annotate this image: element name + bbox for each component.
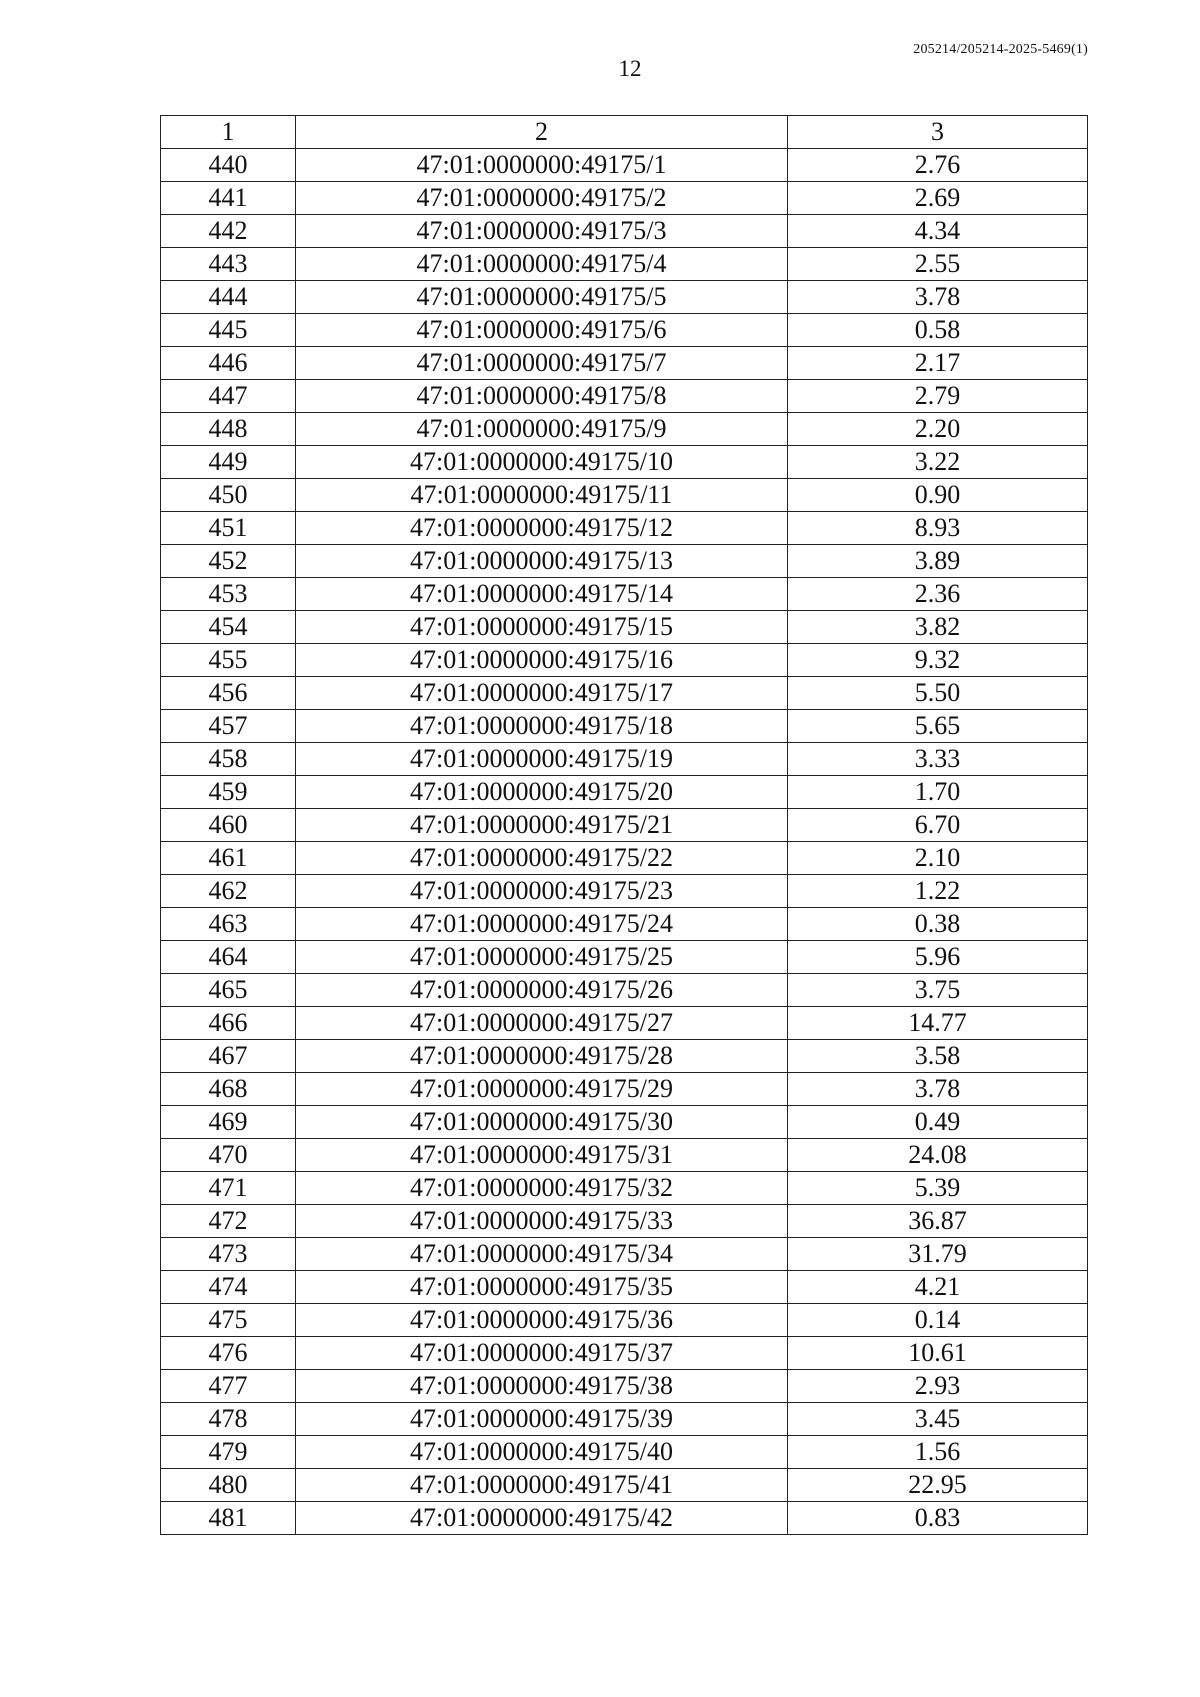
table-row xyxy=(161,479,1088,512)
table-row xyxy=(161,215,1088,248)
cadastral-number-cell: 47:01:0000000:49175/35 xyxy=(296,1271,788,1304)
value-cell: 3.22 xyxy=(788,446,1088,479)
value-cell: 3.78 xyxy=(788,281,1088,314)
cadastral-number-cell: 47:01:0000000:49175/38 xyxy=(296,1370,788,1403)
row-number-cell: 460 xyxy=(161,809,296,842)
column-header-2: 2 xyxy=(296,116,788,149)
table-row xyxy=(161,413,1088,446)
row-number-cell: 465 xyxy=(161,974,296,1007)
cadastral-number-cell: 47:01:0000000:49175/1 xyxy=(296,149,788,182)
cadastral-number-cell: 47:01:0000000:49175/20 xyxy=(296,776,788,809)
table-row xyxy=(161,314,1088,347)
row-number-cell: 448 xyxy=(161,413,296,446)
value-cell: 0.38 xyxy=(788,908,1088,941)
cadastral-number-cell: 47:01:0000000:49175/13 xyxy=(296,545,788,578)
cadastral-number-cell: 47:01:0000000:49175/39 xyxy=(296,1403,788,1436)
table-row xyxy=(161,1337,1088,1370)
cadastral-number-cell: 47:01:0000000:49175/26 xyxy=(296,974,788,1007)
value-cell: 31.79 xyxy=(788,1238,1088,1271)
cadastral-number-cell: 47:01:0000000:49175/18 xyxy=(296,710,788,743)
value-cell: 2.17 xyxy=(788,347,1088,380)
cadastral-number-cell: 47:01:0000000:49175/19 xyxy=(296,743,788,776)
value-cell: 3.75 xyxy=(788,974,1088,1007)
row-number-cell: 473 xyxy=(161,1238,296,1271)
row-number-cell: 479 xyxy=(161,1436,296,1469)
row-number-cell: 477 xyxy=(161,1370,296,1403)
table-row xyxy=(161,512,1088,545)
row-number-cell: 480 xyxy=(161,1469,296,1502)
table-row xyxy=(161,974,1088,1007)
value-cell: 4.34 xyxy=(788,215,1088,248)
value-cell: 5.50 xyxy=(788,677,1088,710)
table-row xyxy=(161,743,1088,776)
cadastral-number-cell: 47:01:0000000:49175/37 xyxy=(296,1337,788,1370)
cadastral-number-cell: 47:01:0000000:49175/7 xyxy=(296,347,788,380)
table-header-row xyxy=(161,116,1088,149)
table-row xyxy=(161,908,1088,941)
table-row xyxy=(161,1139,1088,1172)
table-row xyxy=(161,1007,1088,1040)
value-cell: 0.49 xyxy=(788,1106,1088,1139)
row-number-cell: 478 xyxy=(161,1403,296,1436)
row-number-cell: 456 xyxy=(161,677,296,710)
row-number-cell: 471 xyxy=(161,1172,296,1205)
table-row xyxy=(161,347,1088,380)
table-row xyxy=(161,1403,1088,1436)
cadastral-number-cell: 47:01:0000000:49175/28 xyxy=(296,1040,788,1073)
value-cell: 3.82 xyxy=(788,611,1088,644)
row-number-cell: 468 xyxy=(161,1073,296,1106)
value-cell: 2.36 xyxy=(788,578,1088,611)
cadastral-number-cell: 47:01:0000000:49175/41 xyxy=(296,1469,788,1502)
cadastral-number-cell: 47:01:0000000:49175/9 xyxy=(296,413,788,446)
row-number-cell: 447 xyxy=(161,380,296,413)
cadastral-number-cell: 47:01:0000000:49175/25 xyxy=(296,941,788,974)
value-cell: 2.69 xyxy=(788,182,1088,215)
table-row xyxy=(161,809,1088,842)
parcel-table xyxy=(160,115,1088,1535)
row-number-cell: 442 xyxy=(161,215,296,248)
value-cell: 14.77 xyxy=(788,1007,1088,1040)
cadastral-number-cell: 47:01:0000000:49175/14 xyxy=(296,578,788,611)
cadastral-number-cell: 47:01:0000000:49175/30 xyxy=(296,1106,788,1139)
cadastral-number-cell: 47:01:0000000:49175/23 xyxy=(296,875,788,908)
row-number-cell: 463 xyxy=(161,908,296,941)
row-number-cell: 453 xyxy=(161,578,296,611)
table-row xyxy=(161,545,1088,578)
row-number-cell: 440 xyxy=(161,149,296,182)
table-row xyxy=(161,941,1088,974)
table-row xyxy=(161,1073,1088,1106)
row-number-cell: 443 xyxy=(161,248,296,281)
value-cell: 24.08 xyxy=(788,1139,1088,1172)
cadastral-number-cell: 47:01:0000000:49175/10 xyxy=(296,446,788,479)
cadastral-number-cell: 47:01:0000000:49175/11 xyxy=(296,479,788,512)
cadastral-number-cell: 47:01:0000000:49175/32 xyxy=(296,1172,788,1205)
value-cell: 3.45 xyxy=(788,1403,1088,1436)
row-number-cell: 444 xyxy=(161,281,296,314)
value-cell: 2.93 xyxy=(788,1370,1088,1403)
cadastral-number-cell: 47:01:0000000:49175/5 xyxy=(296,281,788,314)
row-number-cell: 476 xyxy=(161,1337,296,1370)
value-cell: 2.55 xyxy=(788,248,1088,281)
value-cell: 2.10 xyxy=(788,842,1088,875)
value-cell: 0.83 xyxy=(788,1502,1088,1535)
table-row xyxy=(161,842,1088,875)
row-number-cell: 462 xyxy=(161,875,296,908)
row-number-cell: 454 xyxy=(161,611,296,644)
row-number-cell: 469 xyxy=(161,1106,296,1139)
table-row xyxy=(161,380,1088,413)
value-cell: 2.79 xyxy=(788,380,1088,413)
row-number-cell: 461 xyxy=(161,842,296,875)
document-reference: 205214/205214-2025-5469(1) xyxy=(913,42,1088,57)
value-cell: 3.78 xyxy=(788,1073,1088,1106)
value-cell: 5.96 xyxy=(788,941,1088,974)
cadastral-number-cell: 47:01:0000000:49175/12 xyxy=(296,512,788,545)
cadastral-number-cell: 47:01:0000000:49175/40 xyxy=(296,1436,788,1469)
row-number-cell: 457 xyxy=(161,710,296,743)
table-row xyxy=(161,446,1088,479)
table-row xyxy=(161,776,1088,809)
value-cell: 0.90 xyxy=(788,479,1088,512)
value-cell: 6.70 xyxy=(788,809,1088,842)
value-cell: 22.95 xyxy=(788,1469,1088,1502)
value-cell: 9.32 xyxy=(788,644,1088,677)
cadastral-number-cell: 47:01:0000000:49175/36 xyxy=(296,1304,788,1337)
row-number-cell: 474 xyxy=(161,1271,296,1304)
value-cell: 3.33 xyxy=(788,743,1088,776)
table-row xyxy=(161,1469,1088,1502)
row-number-cell: 467 xyxy=(161,1040,296,1073)
table-row xyxy=(161,1205,1088,1238)
value-cell: 1.70 xyxy=(788,776,1088,809)
row-number-cell: 455 xyxy=(161,644,296,677)
cadastral-number-cell: 47:01:0000000:49175/8 xyxy=(296,380,788,413)
row-number-cell: 446 xyxy=(161,347,296,380)
row-number-cell: 441 xyxy=(161,182,296,215)
row-number-cell: 451 xyxy=(161,512,296,545)
row-number-cell: 472 xyxy=(161,1205,296,1238)
row-number-cell: 464 xyxy=(161,941,296,974)
value-cell: 1.22 xyxy=(788,875,1088,908)
row-number-cell: 458 xyxy=(161,743,296,776)
cadastral-number-cell: 47:01:0000000:49175/24 xyxy=(296,908,788,941)
value-cell: 2.20 xyxy=(788,413,1088,446)
row-number-cell: 450 xyxy=(161,479,296,512)
table-row xyxy=(161,149,1088,182)
value-cell: 4.21 xyxy=(788,1271,1088,1304)
cadastral-number-cell: 47:01:0000000:49175/16 xyxy=(296,644,788,677)
table-row xyxy=(161,710,1088,743)
cadastral-number-cell: 47:01:0000000:49175/2 xyxy=(296,182,788,215)
table-row xyxy=(161,182,1088,215)
table-row xyxy=(161,1238,1088,1271)
value-cell: 1.56 xyxy=(788,1436,1088,1469)
cadastral-number-cell: 47:01:0000000:49175/6 xyxy=(296,314,788,347)
value-cell: 2.76 xyxy=(788,149,1088,182)
row-number-cell: 470 xyxy=(161,1139,296,1172)
cadastral-number-cell: 47:01:0000000:49175/34 xyxy=(296,1238,788,1271)
cadastral-number-cell: 47:01:0000000:49175/42 xyxy=(296,1502,788,1535)
table-header xyxy=(161,116,1088,149)
table-row xyxy=(161,875,1088,908)
cadastral-number-cell: 47:01:0000000:49175/22 xyxy=(296,842,788,875)
value-cell: 10.61 xyxy=(788,1337,1088,1370)
table-row xyxy=(161,1502,1088,1535)
table-row xyxy=(161,677,1088,710)
table-row xyxy=(161,611,1088,644)
page-number: 12 xyxy=(618,56,642,81)
cadastral-number-cell: 47:01:0000000:49175/3 xyxy=(296,215,788,248)
cadastral-number-cell: 47:01:0000000:49175/29 xyxy=(296,1073,788,1106)
column-header-3: 3 xyxy=(788,116,1088,149)
value-cell: 0.58 xyxy=(788,314,1088,347)
table-row xyxy=(161,1370,1088,1403)
cadastral-number-cell: 47:01:0000000:49175/27 xyxy=(296,1007,788,1040)
row-number-cell: 452 xyxy=(161,545,296,578)
table-row xyxy=(161,1271,1088,1304)
value-cell: 3.58 xyxy=(788,1040,1088,1073)
table-row xyxy=(161,644,1088,677)
cadastral-number-cell: 47:01:0000000:49175/31 xyxy=(296,1139,788,1172)
column-header-1: 1 xyxy=(161,116,296,149)
value-cell: 3.89 xyxy=(788,545,1088,578)
table-row xyxy=(161,1436,1088,1469)
value-cell: 36.87 xyxy=(788,1205,1088,1238)
table-row xyxy=(161,248,1088,281)
table-row xyxy=(161,1040,1088,1073)
table-row xyxy=(161,1106,1088,1139)
value-cell: 8.93 xyxy=(788,512,1088,545)
value-cell: 5.39 xyxy=(788,1172,1088,1205)
cadastral-number-cell: 47:01:0000000:49175/17 xyxy=(296,677,788,710)
cadastral-number-cell: 47:01:0000000:49175/15 xyxy=(296,611,788,644)
cadastral-number-cell: 47:01:0000000:49175/4 xyxy=(296,248,788,281)
cadastral-number-cell: 47:01:0000000:49175/21 xyxy=(296,809,788,842)
cadastral-number-cell: 47:01:0000000:49175/33 xyxy=(296,1205,788,1238)
row-number-cell: 449 xyxy=(161,446,296,479)
row-number-cell: 459 xyxy=(161,776,296,809)
table-row xyxy=(161,578,1088,611)
row-number-cell: 445 xyxy=(161,314,296,347)
row-number-cell: 481 xyxy=(161,1502,296,1535)
table-row xyxy=(161,1172,1088,1205)
table-body xyxy=(161,149,1088,1535)
table-row xyxy=(161,281,1088,314)
row-number-cell: 475 xyxy=(161,1304,296,1337)
value-cell: 0.14 xyxy=(788,1304,1088,1337)
value-cell: 5.65 xyxy=(788,710,1088,743)
table-row xyxy=(161,1304,1088,1337)
row-number-cell: 466 xyxy=(161,1007,296,1040)
